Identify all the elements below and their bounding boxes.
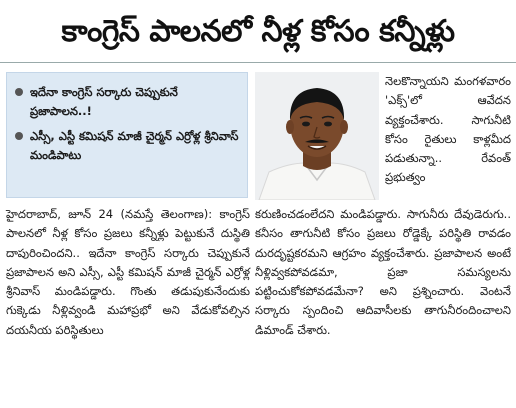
- highlight-text: ఇదేనా కాంగ్రెస్ సర్కారు చెప్పుకునే ప్రజాపాలన..!: [30, 85, 178, 118]
- bullet-icon: [15, 88, 23, 96]
- article-text: కరుణించడంలేదని మండిపడ్డారు. సాగునీరు దేవుడెరుగు.. కనీసం తాగునీటి కోసం ప్రజలు రోడ్డెక్కే పరిస్థితి రావడం దురదృష్టకరమని ఆగ్రహం వ్యక్తంచేశారు. ప్రజాపాలన అంటే నీళ్లివ్వకపోవడమా, ప్రజా సమస్యలను పట్టించుకోకపోవడమేనా? అని ప్రశ్నించారు. వెంటనే సర్కారు స్పందించి ఆదివాసీలకు తాగునీరందించాలని డిమాండ్ చేశారు.: [255, 207, 511, 337]
- bullet-icon: [15, 132, 23, 140]
- article-column-left: [6, 205, 250, 340]
- article-text: కాంగ్రెస్ పాలనలో నీళ్ల కోసం ప్రజలు కన్నీళ్లు పెట్టుకునే దుస్థితి దాపురించిందని.. ఇదేనా కాంగ్రెస్ సర్కారు చెప్పుకునే ప్రజాపాలన అని ఎస్సీ, ఎస్టీ కమిషన్ మాజీ చైర్మన్ ఎర్రోళ్ల శ్రీనివాస్ మండిపడ్డారు. గొంతు తడుపుకునేందుకు గుక్కెడు నీళ్లివ్వండి మహాప్రభో అని వేడుకోవల్సిన దయనీయ పరిస్థితులు: [6, 207, 250, 337]
- highlights-box: [6, 72, 248, 198]
- portrait-illustration: [255, 72, 379, 200]
- highlight-item: [15, 83, 239, 121]
- article-column-right-bottom: [255, 205, 511, 340]
- headline: కాంగ్రెస్ పాలనలో నీళ్ల కోసం కన్నీళ్లు: [61, 14, 455, 49]
- article-column-right-top: [385, 72, 511, 188]
- highlight-text: ఎస్సీ, ఎస్టీ కమిషన్ మాజీ చైర్మన్ ఎర్రోళ్ల శ్రీనివాస్ మండిపాటు: [30, 129, 239, 162]
- highlight-item: [15, 127, 239, 165]
- dateline: హైదరాబాద్, జూన్ 24 (నమస్తే తెలంగాణ):: [6, 207, 213, 221]
- article-text: నెలకొన్నాయని మంగళవారం 'ఎక్స్'లో ఆవేదన వ్యక్తంచేశారు. సాగునీటి కోసం రైతులు కాళ్లమీద పడుతున్నా.. రేవంత్ ప్రభుత్వం: [385, 74, 511, 185]
- portrait-photo: [255, 72, 379, 200]
- headline-divider: [0, 62, 516, 63]
